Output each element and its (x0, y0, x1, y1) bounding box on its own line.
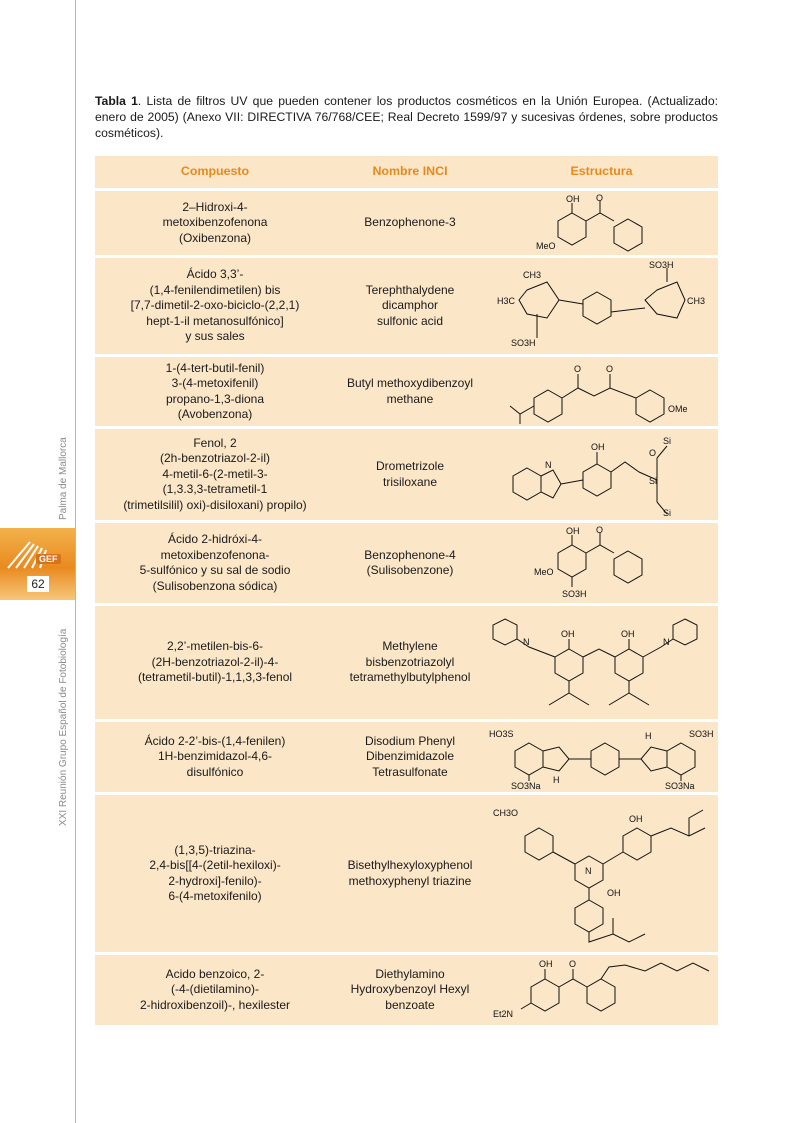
svg-text:N: N (523, 636, 530, 647)
svg-text:OH: OH (629, 813, 643, 824)
svg-text:HO3S: HO3S (489, 729, 514, 739)
cell-compuesto: Ácido 3,3’- (1,4-fenilendimetilen) bis [7,7-dimetil-2-oxo-biciclo-(2,2,1) hept-1-il metanosulfónico] y sus sales (95, 258, 335, 354)
cell-compuesto: 2,2’-metilen-bis-6- (2H-benzotriazol-2-il)-4- (tetrametil-butil)-1,1,3,3-fenol (95, 606, 335, 719)
svg-text:H: H (645, 731, 652, 741)
benzophenone-4-structure-icon (532, 525, 672, 601)
cell-inci: Bisethylhexyloxyphenol methoxyphenyl triazine (335, 795, 485, 952)
sidebar-meeting: XXI Reunión Grupo Español de Fotobiología (58, 628, 69, 826)
svg-text:O: O (573, 363, 581, 374)
table-row (95, 429, 718, 520)
benzophenone-3-structure-icon (532, 193, 672, 253)
methylene-bisbenzotriazolyl-structure-icon (489, 609, 715, 717)
cell-compuesto: 1-(4-tert-butil-fenil) 3-(4-metoxifenil) propano-1,3-diona (Avobenzona) (95, 357, 335, 426)
cell-inci: Terephthalydene dicamphor sulfonic acid (335, 258, 485, 354)
table-row (95, 606, 718, 719)
cell-compuesto: Ácido 2-hidróxi-4- metoxibenzofenona- 5-sulfónico y su sal de sodio (Sulisobenzona sódica) (95, 523, 335, 603)
svg-text:OH: OH (607, 887, 621, 898)
svg-text:O: O (595, 193, 603, 203)
svg-text:N: N (585, 865, 592, 876)
svg-text:N: N (544, 459, 551, 470)
logo-text: GEF (36, 554, 61, 564)
sidebar-place: Palma de Mallorca (58, 437, 69, 520)
svg-text:O: O (648, 447, 656, 458)
margin-rule (75, 0, 76, 1123)
svg-text:O: O (569, 959, 577, 969)
svg-text:N: N (663, 636, 670, 647)
svg-text:CH3: CH3 (522, 270, 541, 280)
svg-text:OH: OH (565, 194, 579, 204)
cell-inci: Methylene bisbenzotriazolyl tetramethylbutylphenol (335, 606, 485, 719)
gef-logo (0, 528, 75, 600)
svg-text:SO3Na: SO3Na (511, 781, 541, 789)
cell-compuesto: Acido benzoico, 2- (-4-(dietilamino)- 2-hidroxibenzoil)-, hexilester (95, 955, 335, 1025)
svg-text:CH3: CH3 (686, 296, 705, 306)
cell-compuesto: 2–Hidroxi-4- metoxibenzofenona (Oxibenzona) (95, 191, 335, 255)
svg-text:Et2N: Et2N (493, 1009, 514, 1019)
svg-text:MeO: MeO (533, 567, 554, 577)
header-estructura: Estructura (485, 156, 718, 188)
avobenzone-structure-icon (502, 360, 702, 424)
svg-text:SO3H: SO3H (689, 729, 714, 739)
svg-text:Si: Si (648, 475, 657, 486)
svg-text:OH: OH (621, 628, 635, 639)
svg-text:OMe: OMe (667, 403, 688, 414)
cell-inci: Butyl methoxydibenzoyl methane (335, 357, 485, 426)
svg-text:Si: Si (662, 435, 671, 446)
caption-text: . Lista de filtros UV que pueden contener los productos cosméticos en la Unión Europea. (Actualizado: enero de 2005) (Anexo VII: DIRECTIVA 76/768/CEE; Real Decreto 1599/97 y sucesivas órdenes, sobre productos cosméticos). (95, 94, 718, 140)
cell-inci: Benzophenone-3 (335, 191, 485, 255)
bemotrizinol-structure-icon (489, 798, 721, 950)
svg-text:OH: OH (590, 441, 604, 452)
svg-text:SO3H: SO3H (561, 589, 587, 599)
svg-text:O: O (595, 525, 603, 535)
header-compuesto: Compuesto (95, 156, 335, 188)
dhhb-structure-icon (489, 957, 715, 1023)
table-caption (95, 93, 718, 141)
svg-text:SO3H: SO3H (510, 338, 536, 348)
svg-text:OH: OH (539, 959, 553, 969)
table-row (95, 258, 718, 354)
table-row (95, 191, 718, 255)
svg-text:SO3H: SO3H (648, 260, 674, 270)
cell-inci: Disodium Phenyl Dibenzimidazole Tetrasulfonate (335, 722, 485, 792)
table-header-row (95, 156, 718, 188)
uv-filters-table (95, 153, 718, 1028)
header-inci: Nombre INCI (335, 156, 485, 188)
cell-inci: Benzophenone-4 (Sulisobenzone) (335, 523, 485, 603)
table-row (95, 722, 718, 792)
svg-text:H3C: H3C (496, 296, 515, 306)
table-row (95, 795, 718, 952)
sunrise-icon (0, 528, 75, 574)
svg-text:OH: OH (561, 628, 575, 639)
drometrizole-trisiloxane-structure-icon (507, 432, 697, 518)
page-number: 62 (27, 576, 49, 592)
svg-text:H: H (553, 775, 560, 785)
cell-inci: Drometrizole trisiloxane (335, 429, 485, 520)
cell-compuesto: Fenol, 2 (2h-benzotriazol-2-il) 4-metil-6-(2-metil-3- (1,3.3,3-tetrametil-1 (trimetilsilil) oxi)-disiloxani) propilo) (95, 429, 335, 520)
table-row (95, 357, 718, 426)
svg-text:MeO: MeO (535, 241, 556, 251)
table-row (95, 523, 718, 603)
svg-text:OH: OH (565, 526, 579, 536)
svg-text:O: O (605, 363, 613, 374)
disodium-phenyl-dibenzimidazole-structure-icon (489, 725, 721, 789)
cell-compuesto: Ácido 2-2’-bis-(1,4-fenilen) 1H-benzimidazol-4,6- disulfónico (95, 722, 335, 792)
svg-text:CH3O: CH3O (493, 807, 519, 818)
cell-compuesto: (1,3,5)-triazina- 2,4-bis[[4-(2etil-hexiloxi)- 2-hydroxi]-fenilo)- 6-(4-metoxifenilo) (95, 795, 335, 952)
cell-inci: Diethylamino Hydroxybenzoyl Hexyl benzoate (335, 955, 485, 1025)
table-row (95, 955, 718, 1025)
terephthalylidene-dicamphor-structure-icon (497, 260, 707, 352)
svg-text:Si: Si (662, 507, 671, 518)
caption-label: Tabla 1 (95, 94, 138, 108)
svg-text:SO3Na: SO3Na (665, 781, 695, 789)
